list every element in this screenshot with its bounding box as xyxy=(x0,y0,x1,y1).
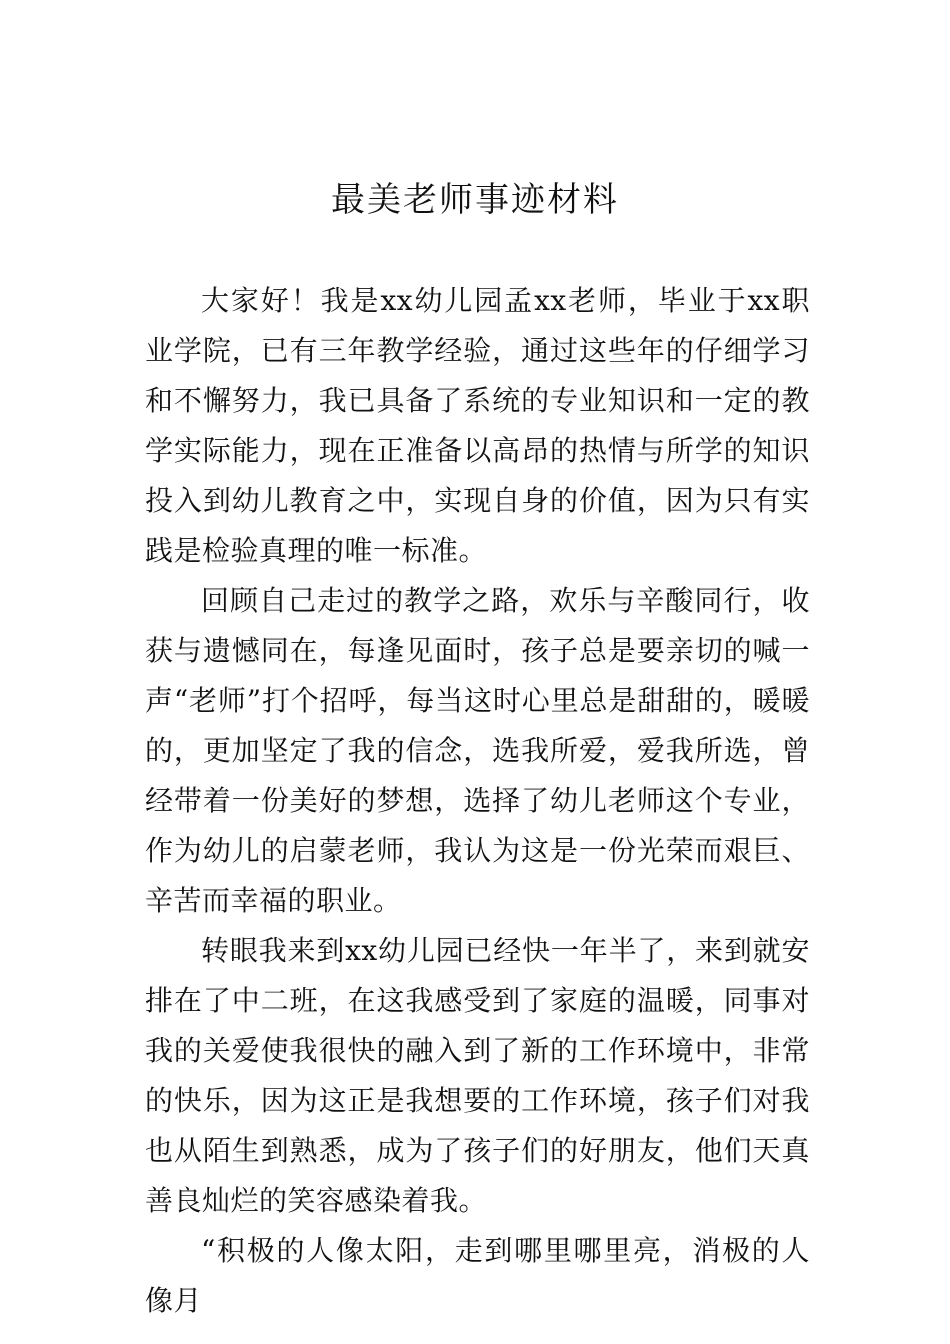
paragraph-1: 大家好！我是xx幼儿园孟xx老师，毕业于xx职业学院，已有三年教学经验，通过这些年的仔细学习和不懈努力，我已具备了系统的专业知识和一定的教学实际能力，现在正准备以高昂的热情与所学的知识投入到幼儿教育之中，实现自身的价值，因为只有实践是检验真理的唯一标准。 xyxy=(145,284,810,567)
paragraph-4: “积极的人像太阳，走到哪里哪里亮，消极的人像月 xyxy=(145,1234,810,1317)
paragraph-2: 回顾自己走过的教学之路，欢乐与辛酸同行，收获与遗憾同在，每逢见面时，孩子总是要亲切的喊一声“老师”打个招呼，每当这时心里总是甜甜的，暖暖的，更加坚定了我的信念，选我所爱，爱我所选，曾经带着一份美好的梦想，选择了幼儿老师这个专业，作为幼儿的启蒙老师，我认为这是一份光荣而艰巨、辛苦而幸福的职业。 xyxy=(145,584,810,917)
document-body xyxy=(145,276,810,1326)
paragraph-3: 转眼我来到xx幼儿园已经快一年半了，来到就安排在了中二班，在这我感受到了家庭的温暖，同事对我的关爱使我很快的融入到了新的工作环境中，非常的快乐，因为这正是我想要的工作环境，孩子们对我也从陌生到熟悉，成为了孩子们的好朋友，他们天真善良灿烂的笑容感染着我。 xyxy=(145,934,810,1217)
document-title: 最美老师事迹材料 xyxy=(331,180,619,220)
